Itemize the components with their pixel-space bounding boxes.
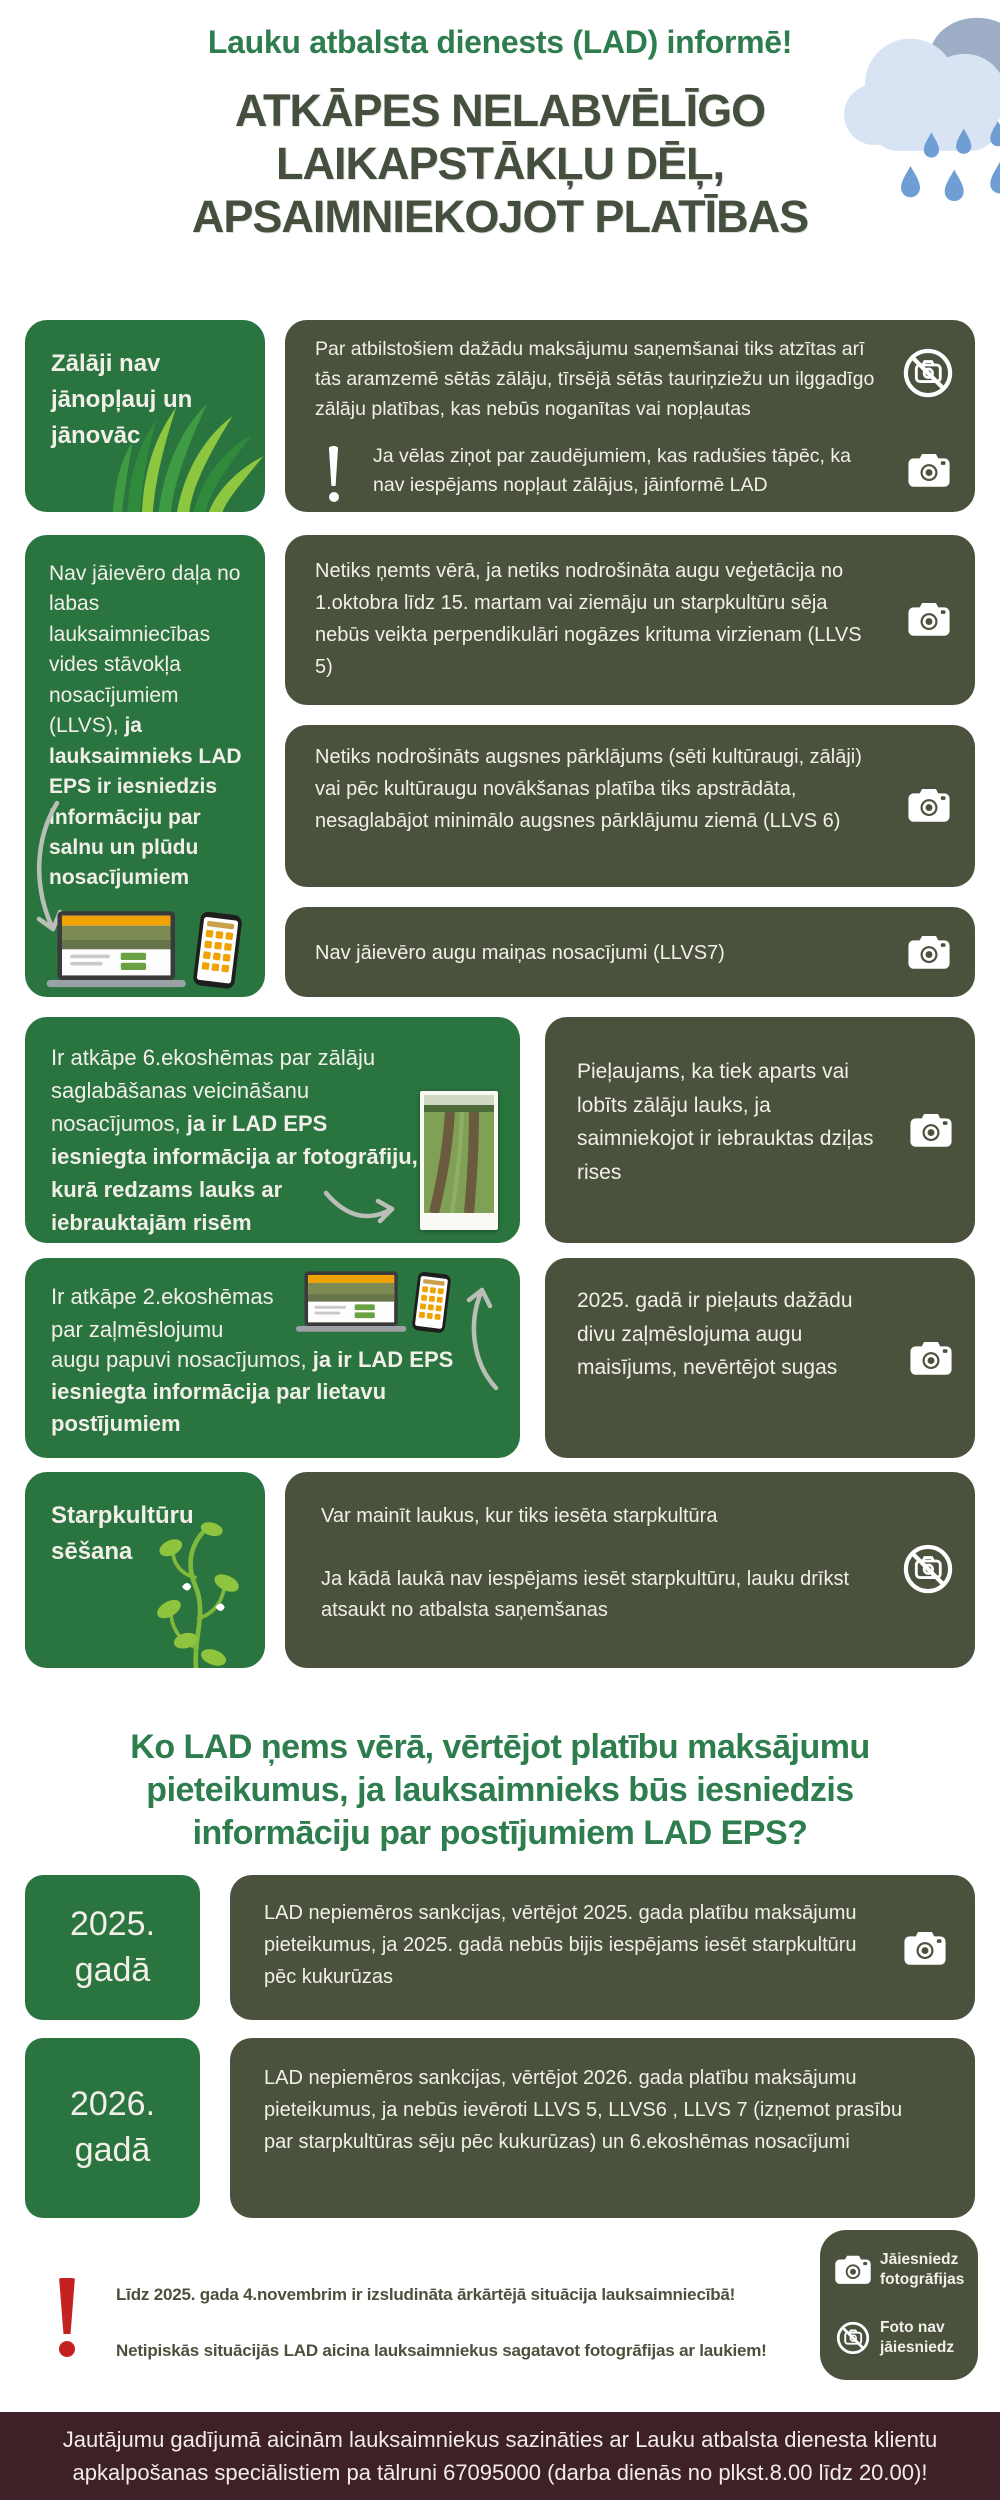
no-photo-icon [901,346,955,400]
eco2-label-bold: ja ir LAD EPS iesniegta informācija par lietavu postījumiem [51,1347,454,1436]
legend-no-submit-label: Foto nav jāiesniedz [880,2319,955,2357]
intercrop-label-card [25,1472,265,1668]
year-2025-line1: 2025. [69,1904,156,1943]
camera-icon [909,1112,953,1148]
intercrop-plant-icon [125,1518,265,1668]
footer-contact-bar [0,2412,1000,2500]
camera-icon [907,934,951,970]
llvs-label-normal: Nav jāievēro daļa no labas lauksaimniecības vides stāvokļa nosacījumiem (LLVS), [49,562,241,738]
lad-eps-devices-illustration [43,909,251,993]
warning-line2: Netipiskās situācijās LAD aicina lauksaimniekus sagatavot fotogrāfijas ar laukiem! [116,2341,767,2360]
curved-arrow-icon [318,1185,402,1227]
eco2-body: 2025. gadā ir pieļauts dažādu divu zaļmēslojuma augu maisījums, nevērtējot sugas [577,1289,853,1380]
year-2026-body: LAD nepiemēros sankcijas, vērtējot 2026. gada platību maksājumu pieteikumus, ja nebūs ievēroti LLVS 5, LLVS6 , LLVS 7 (izņemot prasību par starpkultūras sēju pēc kukurūzas) un 6.ekoshēmas nosacījumi [264,2067,903,2153]
page-title-line3: APSAIMNIEKOJOT PLATĪBAS [191,191,809,243]
intercrop-label: Starpkultūru sēšana [51,1502,194,1565]
llvs5-body: Netiks ņemts vērā, ja netiks nodrošināta augu veģetācija no 1.oktobra līdz 15. martam vai ziemāju un starpkultūru sēja nebūs veikta perpendikulāri nogāzes krituma virzienam (LLVS 5) [315,560,862,678]
year-2025-card [25,1875,200,2020]
camera-icon [834,2254,872,2285]
llvs7-panel [285,907,975,997]
year-2025-body: LAD nepiemēros sankcijas, vērtējot 2025. gada platību maksājumu pieteikumus, ja 2025. gadā nebūs bijis iespējams iesēt starpkultūru pēc kukurūzas [264,1902,857,1988]
eco2-label-part2 [51,1344,499,1440]
no-photo-icon [901,1542,955,1596]
intercrop-body2: Ja kādā laukā nav iespējams iesēt starpkultūru, lauku drīkst atsaukt no atbalsta saņemšanas [321,1568,850,1621]
intercrop-info-panel [285,1472,975,1668]
llvs-label-bold: ja lauksaimnieks LAD EPS ir iesniedzis informāciju par salnu un plūdu nosacījumiem [49,714,242,890]
eco6-body: Pieļaujams, ka tiek aparts vai lobīts zālāju lauks, ja saimniekojot ir iebrauktas dziļas rises [577,1060,874,1184]
page-title-line1: ATKĀPES NELABVĒLĪGO [234,85,766,136]
eco2-label-card [25,1258,520,1458]
year-2026-panel [230,2038,975,2218]
eco6-label-bold: ja ir LAD EPS iesniegta informācija ar fotogrāfiju, kurā redzams lauks ar iebrauktajām risēm [51,1111,418,1235]
year-2026-card [25,2038,200,2218]
field-ruts-photo [420,1091,498,1230]
llvs6-panel [285,725,975,887]
warning-line1: Līdz 2025. gada 4.novembrim ir izsludināta ārkārtējā situācija lauksaimniecībā! [116,2285,736,2304]
question-heading: Ko LAD ņems vērā, vērtējot platību maksājumu pieteikumus, ja lauksaimnieks būs iesniedzis informāciju par postījumiem LAD EPS? [130,1728,870,1852]
eco2-info-panel [545,1258,975,1458]
lad-eps-devices-illustration [293,1270,458,1336]
camera-icon [907,601,951,637]
eco6-info-panel [545,1017,975,1243]
llvs6-body: Netiks nodrošināts augsnes pārklājums (sēti kultūraugi, zālāji) vai pēc kultūraugu novākšanas platība tiks apstrādāta, nesaglabājot minimālo augsnes pārklājumu ziemā (LLVS 6) [315,746,862,832]
mowing-label-card [25,320,265,512]
page-title-line2: LAIKAPSTĀKĻU DĒĻ, [276,138,724,190]
intercrop-body1: Var mainīt laukus, kur tiks iesēta starpkultūra [321,1505,718,1527]
mowing-info-panel [285,320,975,512]
year-2026-line2: gadā [74,2131,151,2169]
llvs7-body: Nav jāievēro augu maiņas nosacījumi (LLVS7) [315,942,725,964]
exclamation-icon [56,2278,78,2357]
eco2-label-part1: Ir atkāpe 2.ekoshēmas par zaļmēslojumu [51,1284,274,1342]
legend-submit-label: Jāiesniedz fotogrāfijas [880,2251,965,2289]
camera-icon [903,1930,947,1966]
no-photo-icon [835,2320,871,2356]
camera-icon [907,452,951,488]
camera-icon [907,787,951,823]
year-2026-line1: 2026. [69,2085,156,2124]
curved-arrow-icon [452,1282,508,1394]
grass-icon [96,398,265,512]
rain-cloud-icon [844,8,1000,208]
mowing-body: Par atbilstošiem dažādu maksājumu saņemšanai tiks atzītas arī tās aramzemē sētās zālāju, tīrsējā sētās tauriņziežu un ilggadīgo zālāju platības, kas nebūs noganītas vai nopļautas [315,338,875,421]
footer-contact-text: Jautājumu gadījumā aicinām lauksaimniekus sazināties ar Lauku atbalsta dienesta klientu apkalpošanas speciālistiem pa tālruni 67095000 (darba dienās no plkst.8.00 līdz 20.00)! [62,2427,938,2485]
mowing-note: Ja vēlas ziņot par zaudējumiem, kas radušies tāpēc, ka nav iespējams nopļaut zālājus, jāinformē LAD [373,445,851,497]
camera-icon [909,1340,953,1376]
page-kicker: Lauku atbalsta dienests (LAD) informē! [207,24,793,60]
year-2025-line2: gadā [74,1950,151,1989]
eco6-label-normal: Ir atkāpe 6.ekoshēmas par zālāju saglabāšanas veicināšanu nosacījumos, [51,1045,376,1136]
llvs-label-card [25,535,265,997]
mowing-label: Zālāji nav jānopļauj un jānovāc [51,350,193,449]
llvs5-panel [285,535,975,705]
exclamation-icon [327,446,340,502]
eco6-label-card [25,1017,520,1243]
year-2025-panel [230,1875,975,2020]
photo-legend [820,2230,978,2380]
eco2-label-normal: augu papuvi nosacījumos, [51,1347,313,1372]
